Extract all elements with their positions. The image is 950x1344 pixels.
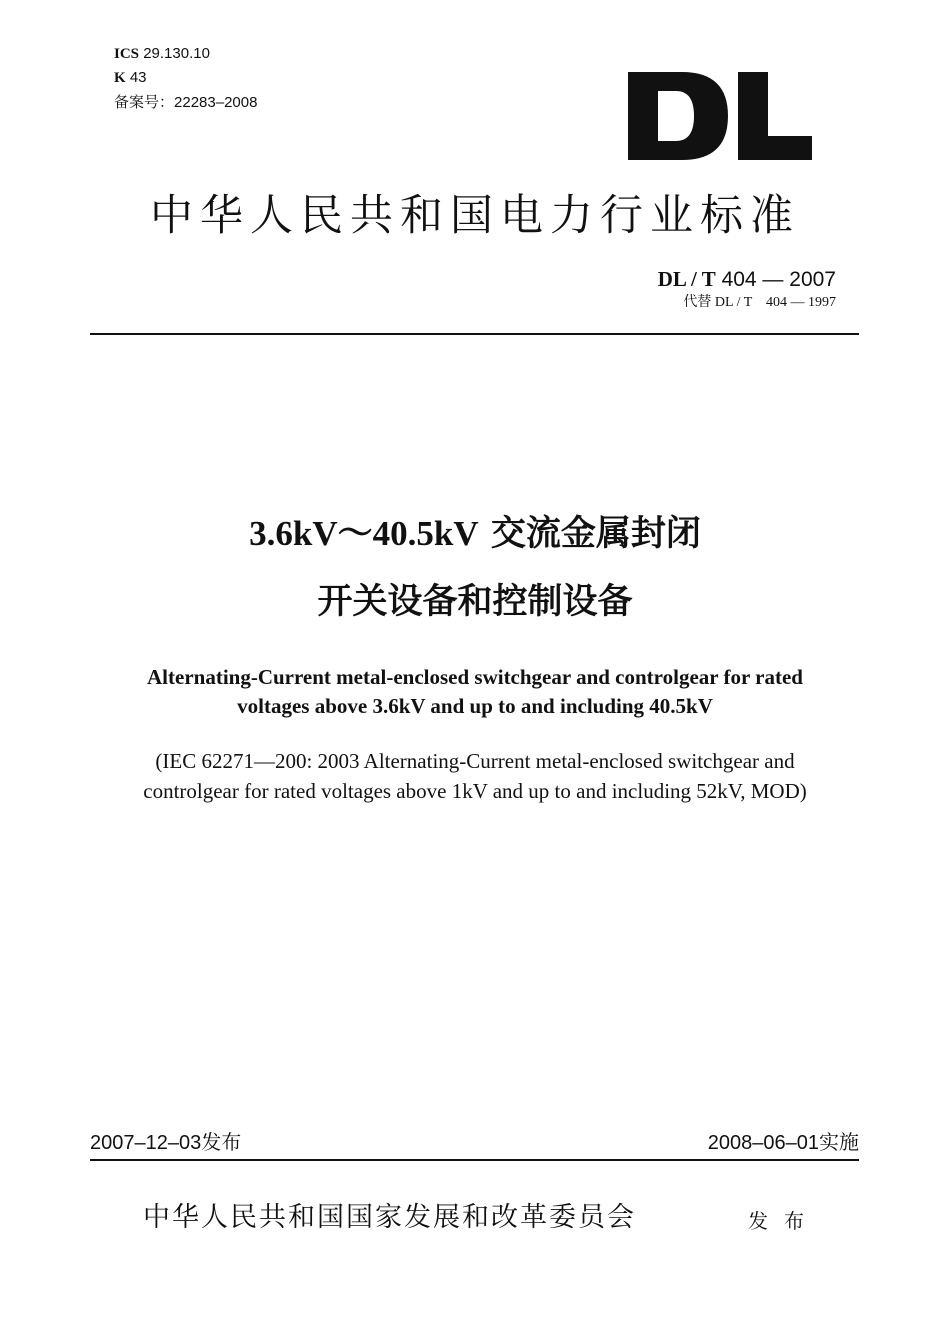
title-cn-line1 <box>0 512 950 556</box>
ics-value: 29.130.10 <box>143 45 210 62</box>
header-divider <box>90 333 859 335</box>
title-cn-voltage-range: 3.6kV～40.5kV <box>249 514 479 553</box>
standard-prefix: DL / T <box>657 267 716 291</box>
replaces-standard: 代替 DL / T 404 — 1997 <box>683 295 836 310</box>
classification-label: K <box>114 70 126 86</box>
title-cn-line1-text: 交流金属封闭 <box>478 514 701 554</box>
iec-reference-line2: controlgear for rated voltages above 1kV and up to and including 52kV, MOD) <box>143 779 807 803</box>
issue-label: 发布 <box>748 1209 820 1233</box>
iec-reference-line1: (IEC 62271—200: 2003 Alternating-Current metal-enclosed switchgear and <box>155 749 795 773</box>
record-number <box>114 94 257 112</box>
title-en-line2: voltages above 3.6kV and up to and including 40.5kV <box>237 694 713 718</box>
title-en-line1: Alternating-Current metal-enclosed switchgear and controlgear for rated <box>147 665 803 689</box>
record-value: 22283–2008 <box>174 94 258 111</box>
dl-logo <box>628 72 812 160</box>
standard-number-value: 404 — 2007 <box>721 268 836 291</box>
title-cn-line2: 开关设备和控制设备 <box>317 582 633 622</box>
ics-label: ICS <box>114 46 140 62</box>
issuing-authority: 中华人民共和国国家发展和改革委员会 <box>143 1202 636 1233</box>
classification-code <box>114 69 147 87</box>
implement-date: 2008–06–01实施 <box>707 1132 859 1154</box>
standard-number <box>658 266 836 293</box>
ics-code <box>114 45 210 63</box>
classification-value: 43 <box>129 69 147 86</box>
industry-standard-title: 中华人民共和国电力行业标准 <box>150 191 800 241</box>
footer-divider <box>90 1159 859 1161</box>
record-label: 备案号： <box>114 94 175 111</box>
publish-date: 2007–12–03发布 <box>90 1132 242 1154</box>
